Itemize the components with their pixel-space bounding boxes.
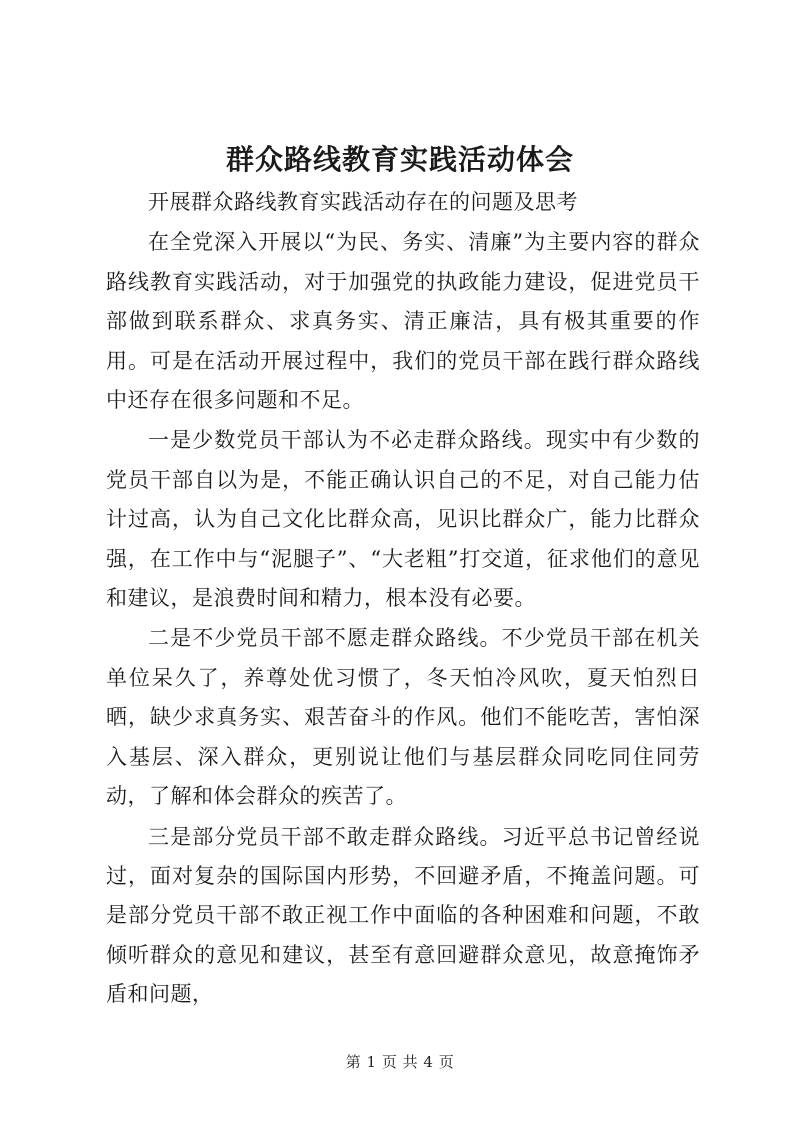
body-paragraph: 二是不少党员干部不愿走群众路线。不少党员干部在机关单位呆久了，养尊处优习惯了，冬天怕冷风吹，夏天怕烈日晒，缺少求真务实、艰苦奋斗的作风。他们不能吃苦，害怕深入基层、深入群众，更别说让他们与基层群众同吃同住同劳动，了解和体会群众的疾苦了。 xyxy=(106,626,700,809)
document-body xyxy=(106,183,700,1016)
body-paragraph: 一是少数党员干部认为不必走群众路线。现实中有少数的党员干部自以为是，不能正确认识自己的不足，对自己能力估计过高，认为自己文化比群众高，见识比群众广，能力比群众强，在工作中与“泥腿子”、“大老粗”打交道，征求他们的意见和建议，是浪费时间和精力，根本没有必要。 xyxy=(106,428,700,611)
body-paragraph: 三是部分党员干部不敢走群众路线。习近平总书记曾经说过，面对复杂的国际国内形势，不回避矛盾，不掩盖问题。可是部分党员干部不敢正视工作中面临的各种困难和问题，不敢倾听群众的意见和建议，甚至有意回避群众意见，故意掩饰矛盾和问题， xyxy=(106,824,700,1007)
subtitle-paragraph: 开展群众路线教育实践活动存在的问题及思考 xyxy=(148,190,578,214)
document-title: 群众路线教育实践活动体会 xyxy=(225,143,574,176)
page-number-footer: 第 1 页 共 4 页 xyxy=(345,1053,455,1071)
body-paragraph: 在全党深入开展以“为民、务实、清廉”为主要内容的群众路线教育实践活动，对于加强党的执政能力建设，促进党员干部做到联系群众、求真务实、清正廉洁，具有极其重要的作用。可是在活动开展过程中，我们的党员干部在践行群众路线中还存在很多问题和不足。 xyxy=(106,230,700,413)
